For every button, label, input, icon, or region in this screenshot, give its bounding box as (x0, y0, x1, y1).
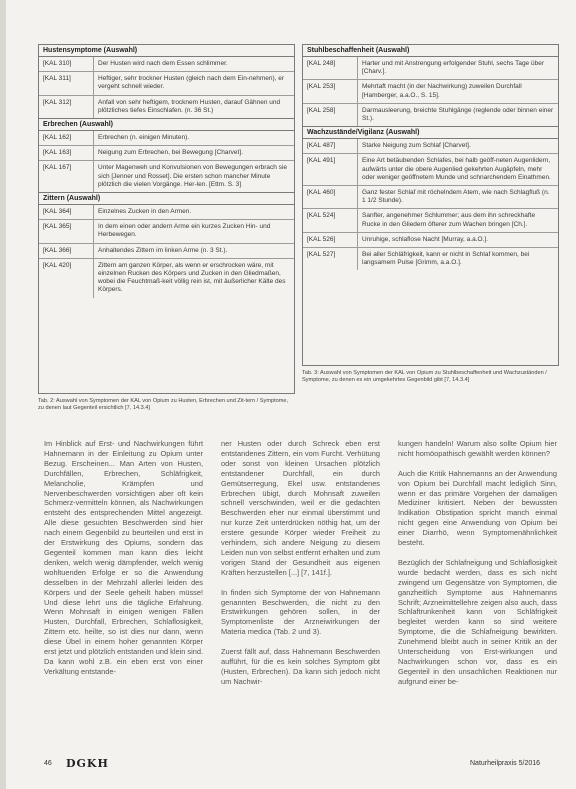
row-text: Eine Art betäubenden Schlafes, bei halb geöff-neten Augenlidern, aufwärts unter die obere Augenlied gekehrten Augäpfeln, mehr oder weniger geöffnetem Munde und schnarchendem Einathmen. (362, 157, 551, 181)
row-code: [KAL 162] (39, 131, 94, 145)
body-column-3: kungen handeln! Warum also sollte Opium hier nicht homöopathisch gewählt werden können? Auch die Kritik Hahnemanns an der Anwendung von Opium bei Durchfall macht lediglich Sinn, wenn er das primäre Vorgehen der damaligen Mediziner kritisiert. Neben der bewussten Indikation Obstipation spricht manch einmal nicht gegen eine Anwendung von Opium bei einer Diarrhö, wenn Symptomenähnlichkeit besteht. Bezüglich der Schlafneigung und Schlaflosigkeit wurde bedacht werden, dass es sich nicht zwingend um Gegensätze von Symptomen, die ganzheitlich Symptome aus Hahnemanns Schrift; Arzneimittellehre zeigen also auch, dass Schlaftrunkenheit kann von Schläfrigkeit begleitet werden kann so sind weitere Symptome, die die Schlafneigung bewirkten. Zunehmend bleibt auch in seiner Kritik an der Unterscheidung von Erst-wirkungen und Nachwirkungen schon vor, dass es ein Gegenteil in den unsachlichen Reaktionen nur aufgrund einer be- (398, 439, 557, 686)
row-code: [KAL 167] (39, 161, 94, 192)
row-code: [KAL 163] (39, 146, 94, 160)
row-text: Darmausleerung, breichte Stuhlgänge (reglende oder binnen einer St.). (362, 106, 554, 123)
row-code: [KAL 526] (303, 233, 358, 247)
table-row (303, 57, 558, 80)
table-caption: Tab. 3: Auswahl von Symptomen der KAL von Opium zu Stuhlbeschaffenheit und Wachzuständen / Symptome, zu denen es ein umgekehrtes Gegenbild gibt [7, 14.3.4] (302, 370, 547, 384)
row-code: [KAL 258] (303, 104, 358, 126)
row-text: Anhaltendes Zittern im linken Arme (n. 3 St.). (98, 246, 228, 254)
row-text: Einzelnes Zucken in den Armen. (98, 208, 192, 216)
table-row (39, 259, 294, 298)
table-title: Hustensymptome (Auswahl) (39, 45, 294, 57)
row-text: Neigung zum Erbrechen, bei Bewegung [Charvet]. (98, 149, 243, 157)
row-text: Starke Neigung zum Schlaf [Charvet]. (362, 142, 471, 150)
row-code: [KAL 365] (39, 220, 94, 242)
table-row (303, 139, 558, 154)
table-row (303, 80, 558, 103)
table-row (303, 248, 558, 270)
table-row (303, 233, 558, 248)
section-title: Erbrechen (Auswahl) (39, 118, 294, 131)
row-text: Bei aller Schläfrigkeit, kann er nicht in Schlaf kommen, bei langsamem Pulse [Grimm, a.a.O.]. (362, 251, 530, 267)
row-text: Ganz fester Schlaf mit röchelndem Atem, wie nach Schlagfluß (n. 1 1/2 Stunde). (362, 189, 550, 205)
row-text: Erbrechen (n. einigen Minuten). (98, 134, 190, 142)
row-text: Mehrtaft macht (in der Nachwirkung) zuweilen Durchfall [Hamberger, a.a.O., S. 15]. (362, 83, 522, 99)
issue-label: Naturheilpraxis 5/2016 (470, 760, 541, 767)
table-row (39, 161, 294, 192)
row-code: [KAL 527] (303, 248, 358, 270)
table-row (39, 146, 294, 161)
row-text: Zittern am ganzen Körper, als wenn er erschrocken wäre, mit einzelnen Rucken des Körpers und Zucken in den Gliedmaßen, wobei die Feuchtmaß-keit völlig rein ist, mit äußerlicher Kälte des Körpers. (98, 261, 286, 294)
table-row (39, 244, 294, 259)
row-code: [KAL 248] (303, 57, 358, 79)
table-row (303, 186, 558, 209)
row-code: [KAL 420] (39, 259, 94, 298)
body-column-2: ner Husten oder durch Schreck eben erst entstandenes Zittern, ein vom Furcht. Verhütung oder sonst von kleinen Ursachen plötzlich entstandener Durchfall, ein durch Gemütserregung, Ekel usw. entstandenes Erbrechen übigt, durch Mohnsaft zuweilen schnell verschwinden, weil er die gedachten Beschwerden eher nur einmal überstimmt und nur kurze Zeit unterdrücken nöthig hat, um der erstere gesunde Körper wieder Freiheit zu verhindern, sich andere Neigung zu diesem Leiden nun von selbst entfernt erhalten und zum vorigen Stand der Gesundheit aus eigenen Kräften herzustellen [...] [7, 141f.]. In finden sich Symptome der von Hahnemann genannten Beschwerden, die nicht zu den Erstwirkungen gehören sollen, in der Symptomenliste der Arzneiwirkungen der Materia medica (Tab. 2 und 3). Zuerst fällt auf, dass Hahnemann Beschwerden aufführt, für die es kein solches Symptom gibt (Husten, Erbrechen). Da kann sich jedoch nicht um Nachwir- (221, 439, 380, 686)
table-cough-vomiting-tremor (38, 44, 295, 394)
page-edge (0, 0, 6, 789)
table-row (39, 220, 294, 243)
page-number: 46 (44, 760, 52, 767)
table-row (39, 131, 294, 146)
journal-logo: DGKH (66, 757, 109, 770)
body-column-1: Im Hinblick auf Erst- und Nachwirkungen führt Hahnemann in der Einleitung zu Opium unter Bezug. Erscheinen... Man Arten von Husten, Durchfällen, Erbrechen, Schläfrigkeit, Melancholie, Krämpfen und Nervenbeschwerden vorsichtigen aber oft kein Schmerz-vermitteln können, als Nachwirkungen entsteht des entsprechenden Mittel angezeigt. Alle diese gesuchten Beschwerden sind hier nach einem Gegenbild zu beurteilen und erst in der Erstwirkung des Opiums, sondern das Gegenteil kommen man kann dies leicht denken, welch wenig dämpfender, welch wenig wohltuenden Erfolge er so die Anwendung desselben in der Mehrzahl allerlei leiden des Körpers und der Seele geheilt haben müsse! Und diese lehrt uns die tägliche Erfahrung. Wenn Mohnsaft in einigen wenigen Fällen Husten, Durchfall, Erbrechen, Schlaflosigkeit, Zittern etc. heilte, so ist dies nur dann, wenn diese Übel in einem hoher genannten Körper erst jetzt und plötzlich entstanden und klein sind. Da kann wohl z.B. ein eben erst von einer Verkältung entstande- (44, 439, 203, 676)
row-text: Anfall von sehr heftigem, trocknem Husten, darauf Gähnen und plötzliches tiefes Einschlafen. (n. 36 St.) (98, 98, 281, 114)
row-text: Der Husten wird nach dem Essen schlimmer. (98, 60, 228, 67)
row-text: Unter Magenweh und Konvulsionen von Bewegungen erbrach sie sich [Jenner und Rosset]. Die ersten schon mancher Minute plötzlich die vielen Vorgänge. Her-len. [Ettm. S. 3] (98, 164, 287, 188)
row-code: [KAL 253] (303, 80, 358, 102)
table-row (39, 205, 294, 220)
row-text: Harter und mit Anstrengung erfolgender Stuhl, sechs Tage über [Charv.]. (362, 60, 544, 76)
row-code: [KAL 460] (303, 186, 358, 208)
row-code: [KAL 487] (303, 139, 358, 153)
table-row (39, 72, 294, 95)
table-stool-vigilance (302, 44, 559, 366)
row-code: [KAL 364] (39, 205, 94, 219)
row-text: Sanfter, angenehmer Schlummer; aus dem ihn schreckhafte Rucke in den Gliedern öfterer zum Wachen bringen [Ch.]. (362, 212, 536, 228)
row-code: [KAL 366] (39, 244, 94, 258)
table-title: Stuhlbeschaffenheit (Auswahl) (303, 45, 558, 57)
row-code: [KAL 491] (303, 154, 358, 185)
table-caption: Tab. 2: Auswahl von Symptomen der KAL von Opium zu Husten, Erbrechen und Zit-tern / Symptome, zu denen laut Gegenteil ersichtlich [7, 14.3.4] (38, 398, 289, 412)
row-code: [KAL 312] (39, 96, 94, 118)
row-code: [KAL 310] (39, 57, 94, 71)
row-code: [KAL 524] (303, 209, 358, 231)
table-row (39, 57, 294, 72)
table-row (303, 209, 558, 232)
row-code: [KAL 311] (39, 72, 94, 94)
section-title: Wachzustände/Vigilanz (Auswahl) (303, 126, 558, 139)
row-text: Heftiger, sehr trockner Husten (gleich nach dem Ein-nehmen), er vergeht schnell wieder. (98, 75, 285, 91)
table-row (39, 96, 294, 118)
section-title: Zittern (Auswahl) (39, 192, 294, 205)
row-text: In dem einen oder andern Arme ein kurzes Zucken Hin- und Herbewegen. (98, 223, 271, 239)
table-row (303, 154, 558, 186)
table-row (303, 104, 558, 126)
row-text: Unruhige, schlaflose Nacht [Murray, a.a.O.]. (362, 235, 488, 243)
